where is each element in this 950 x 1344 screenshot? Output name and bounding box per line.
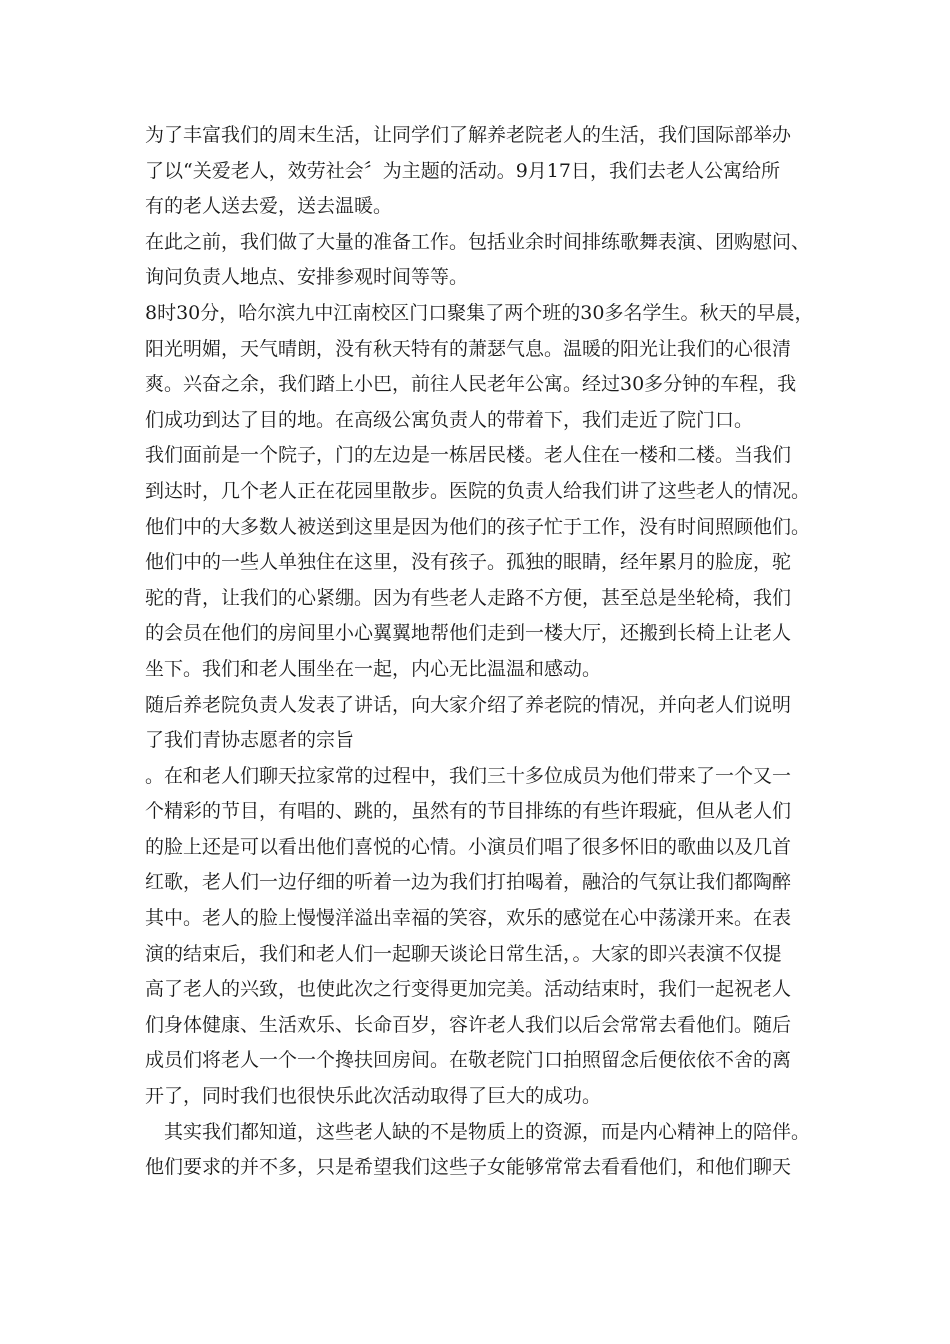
text-line: 开了，同时我们也很快乐此次活动取得了巨大的成功。 [145, 1085, 602, 1108]
text-line: 了以“关爱老人，效劳社会〞为主题的活动。9月17日，我们去老人公寓给所 [145, 159, 780, 182]
text-line: 其中。老人的脸上慢慢洋溢出幸福的笑容，欢乐的感觉在心中荡漾开来。在表 [145, 907, 792, 930]
text-line: 有的老人送去爱，送去温暖。 [145, 195, 393, 218]
text-line: 我们面前是一个院子，门的左边是一栋居民楼。老人住在一楼和二楼。当我们 [145, 444, 792, 467]
text-line: 他们要求的并不多，只是希望我们这些子女能够常常去看看他们，和他们聊天 [145, 1156, 792, 1179]
text-line: 其实我们都知道，这些老人缺的不是物质上的资源，而是内心精神上的陪伴。 [164, 1120, 811, 1143]
text-line: 他们中的一些人单独住在这里，没有孩子。孤独的眼睛，经年累月的脸庞，驼 [145, 551, 792, 574]
text-line: 了我们青协志愿者的宗旨 [145, 729, 355, 752]
document-body [145, 118, 825, 1186]
text-line: 8时30分，哈尔滨九中江南校区门口聚集了两个班的30多名学生。秋天的早晨， [145, 301, 814, 324]
text-line: 们成功到达了目的地。在高级公寓负责人的带着下，我们走近了院门口。 [145, 408, 754, 431]
text-line: 的脸上还是可以看出他们喜悦的心情。小演员们唱了很多怀旧的歌曲以及几首 [145, 835, 792, 858]
text-line: 成员们将老人一个一个搀扶回房间。在敬老院门口拍照留念后便依依不舍的离 [145, 1049, 792, 1072]
text-line: 阳光明媚，天气晴朗，没有秋天特有的萧瑟气息。温暖的阳光让我们的心很清 [145, 337, 792, 360]
text-line: 驼的背，让我们的心紧绷。因为有些老人走路不方便，甚至总是坐轮椅，我们 [145, 586, 792, 609]
text-line: 的会员在他们的房间里小心翼翼地帮他们走到一楼大厅，还搬到长椅上让老人 [145, 622, 792, 645]
text-line: 。在和老人们聊天拉家常的过程中，我们三十多位成员为他们带来了一个又一 [145, 764, 792, 787]
text-line: 爽。兴奋之余，我们踏上小巴，前往人民老年公寓。经过30多分钟的车程，我 [145, 373, 797, 396]
text-line: 随后养老院负责人发表了讲话，向大家介绍了养老院的情况，并向老人们说明 [145, 693, 792, 716]
text-line: 询问负责人地点、安排参观时间等等。 [145, 266, 469, 289]
text-line: 他们中的大多数人被送到这里是因为他们的孩子忙于工作，没有时间照顾他们。 [145, 515, 811, 538]
text-line: 在此之前，我们做了大量的准备工作。包括业余时间排练歌舞表演、团购慰问、 [145, 230, 811, 253]
text-line: 演的结束后，我们和老人们一起聊天谈论日常生活，。大家的即兴表演不仅提 [145, 942, 782, 965]
text-line: 坐下。我们和老人围坐在一起，内心无比温温和感动。 [145, 657, 602, 680]
text-line: 到达时，几个老人正在花园里散步。医院的负责人给我们讲了这些老人的情况。 [145, 479, 811, 502]
text-line: 为了丰富我们的周末生活，让同学们了解养老院老人的生活，我们国际部举办 [145, 124, 792, 146]
text-line: 高了老人的兴致，也使此次之行变得更加完美。活动结束时，我们一起祝老人 [145, 978, 792, 1001]
text-line: 个精彩的节目，有唱的、跳的，虽然有的节目排练的有些许瑕疵，但从老人们 [145, 800, 792, 823]
text-line: 们身体健康、生活欢乐、长命百岁，容许老人我们以后会常常去看他们。随后 [145, 1013, 792, 1036]
text-line: 红歌，老人们一边仔细的听着一边为我们打拍喝着，融洽的气氛让我们都陶醉 [145, 871, 792, 894]
